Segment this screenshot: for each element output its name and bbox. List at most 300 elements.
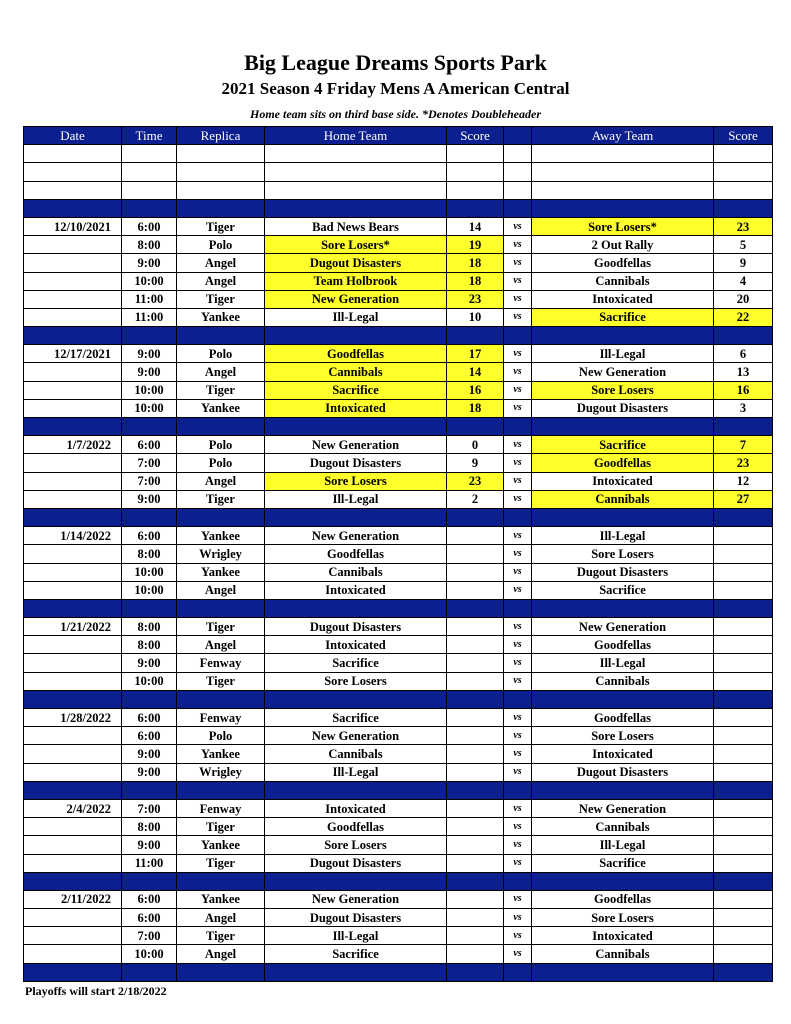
game-row [24,345,773,363]
separator-cell [504,508,532,526]
date-cell: 2/11/2022 [24,890,122,908]
separator-cell [265,781,447,799]
home-score-cell: 14 [447,363,504,381]
separator-cell [265,690,447,708]
home-team-cell: New Generation [265,290,447,308]
vs-label: vs [504,399,532,417]
home-score-cell [447,763,504,781]
time-cell: 10:00 [122,945,177,963]
date-cell [24,290,122,308]
away-score-cell [714,763,773,781]
away-score-cell [714,636,773,654]
vs-label: vs [504,654,532,672]
away-score-cell: 13 [714,363,773,381]
date-cell [24,945,122,963]
vs-label: vs [504,454,532,472]
home-team-cell: Bad News Bears [265,217,447,235]
away-score-cell [714,945,773,963]
time-cell: 10:00 [122,399,177,417]
replica-cell: Tiger [177,818,265,836]
home-score-cell: 17 [447,345,504,363]
away-team-cell: Intoxicated [532,745,714,763]
away-team-cell: Dugout Disasters [532,563,714,581]
separator-cell [714,690,773,708]
separator-cell [24,599,122,617]
away-team-cell: Goodfellas [532,454,714,472]
vs-label: vs [504,363,532,381]
replica-cell: Angel [177,254,265,272]
home-score-cell [447,527,504,545]
date-cell: 2/4/2022 [24,799,122,817]
away-score-cell: 20 [714,290,773,308]
date-cell: 12/17/2021 [24,345,122,363]
game-row [24,272,773,290]
column-header-vs [504,127,532,145]
separator-cell [177,963,265,981]
game-row [24,836,773,854]
home-score-cell: 2 [447,490,504,508]
game-row [24,927,773,945]
separator-cell [122,872,177,890]
time-cell: 10:00 [122,563,177,581]
vs-label: vs [504,254,532,272]
home-score-cell [447,927,504,945]
date-cell [24,836,122,854]
game-row [24,236,773,254]
date-cell: 1/21/2022 [24,618,122,636]
blank-cell [122,145,177,163]
home-team-cell: Sacrifice [265,381,447,399]
schedule-table [23,126,773,982]
replica-cell: Polo [177,345,265,363]
game-row [24,654,773,672]
blank-cell [504,163,532,181]
game-row [24,545,773,563]
home-score-cell: 18 [447,399,504,417]
vs-label: vs [504,272,532,290]
separator-cell [24,418,122,436]
away-team-cell: Ill-Legal [532,836,714,854]
blank-cell [447,145,504,163]
replica-cell: Polo [177,236,265,254]
blank-cell [177,181,265,199]
time-cell: 11:00 [122,308,177,326]
separator-cell [532,508,714,526]
replica-cell: Wrigley [177,545,265,563]
vs-label: vs [504,909,532,927]
away-score-cell: 4 [714,272,773,290]
date-cell [24,490,122,508]
blank-cell [265,181,447,199]
home-team-cell: New Generation [265,727,447,745]
away-score-cell [714,927,773,945]
vs-label: vs [504,672,532,690]
home-score-cell [447,672,504,690]
game-row [24,454,773,472]
separator-cell [177,199,265,217]
home-team-cell: Intoxicated [265,399,447,417]
column-header-away-team: Away Team [532,127,714,145]
home-team-cell: Sore Losers [265,672,447,690]
home-score-cell [447,654,504,672]
separator-cell [504,690,532,708]
date-cell [24,581,122,599]
blank-cell [24,145,122,163]
date-cell [24,818,122,836]
replica-cell: Angel [177,472,265,490]
separator-cell [714,963,773,981]
home-score-cell: 23 [447,290,504,308]
game-row [24,563,773,581]
week-separator [24,199,773,217]
home-score-cell: 14 [447,217,504,235]
replica-cell: Fenway [177,709,265,727]
home-team-cell: Cannibals [265,563,447,581]
time-cell: 7:00 [122,927,177,945]
home-score-cell [447,563,504,581]
replica-cell: Angel [177,636,265,654]
time-cell: 7:00 [122,454,177,472]
away-team-cell: Goodfellas [532,636,714,654]
away-score-cell: 16 [714,381,773,399]
game-row [24,254,773,272]
replica-cell: Tiger [177,854,265,872]
date-cell [24,672,122,690]
home-team-cell: Ill-Legal [265,490,447,508]
date-cell [24,745,122,763]
blank-cell [177,163,265,181]
away-score-cell [714,527,773,545]
blank-cell [122,163,177,181]
time-cell: 9:00 [122,254,177,272]
away-score-cell [714,745,773,763]
replica-cell: Tiger [177,672,265,690]
footer-note: Playoffs will start 2/18/2022 [25,984,167,998]
separator-cell [24,327,122,345]
away-score-cell: 27 [714,490,773,508]
away-team-cell: Goodfellas [532,709,714,727]
home-team-cell: Cannibals [265,745,447,763]
separator-cell [122,327,177,345]
game-row [24,527,773,545]
blank-cell [504,181,532,199]
time-cell: 9:00 [122,745,177,763]
away-team-cell: Intoxicated [532,472,714,490]
away-team-cell: Intoxicated [532,927,714,945]
home-score-cell [447,890,504,908]
replica-cell: Tiger [177,217,265,235]
vs-label: vs [504,763,532,781]
home-score-cell: 0 [447,436,504,454]
home-team-cell: Dugout Disasters [265,454,447,472]
separator-cell [177,872,265,890]
vs-label: vs [504,745,532,763]
separator-cell [447,781,504,799]
separator-cell [265,963,447,981]
vs-label: vs [504,527,532,545]
game-row [24,490,773,508]
vs-label: vs [504,472,532,490]
separator-cell [532,418,714,436]
replica-cell: Yankee [177,563,265,581]
separator-cell [177,327,265,345]
game-row [24,890,773,908]
home-score-cell [447,581,504,599]
home-score-cell: 19 [447,236,504,254]
blank-cell [24,181,122,199]
game-row [24,636,773,654]
separator-cell [122,199,177,217]
replica-cell: Wrigley [177,763,265,781]
time-cell: 6:00 [122,709,177,727]
game-row [24,581,773,599]
time-cell: 9:00 [122,836,177,854]
date-cell [24,254,122,272]
away-score-cell [714,581,773,599]
replica-cell: Yankee [177,527,265,545]
away-team-cell: Sacrifice [532,581,714,599]
away-score-cell [714,909,773,927]
date-cell: 1/28/2022 [24,709,122,727]
away-team-cell: Ill-Legal [532,345,714,363]
separator-cell [447,690,504,708]
home-team-cell: New Generation [265,890,447,908]
vs-label: vs [504,490,532,508]
game-row [24,709,773,727]
game-row [24,945,773,963]
replica-cell: Polo [177,727,265,745]
separator-cell [265,327,447,345]
away-score-cell: 23 [714,454,773,472]
replica-cell: Angel [177,581,265,599]
away-team-cell: Sacrifice [532,308,714,326]
home-score-cell: 18 [447,272,504,290]
vs-label: vs [504,799,532,817]
time-cell: 9:00 [122,763,177,781]
game-row [24,799,773,817]
home-team-cell: Goodfellas [265,545,447,563]
home-team-cell: Intoxicated [265,581,447,599]
away-score-cell [714,890,773,908]
away-team-cell: Goodfellas [532,254,714,272]
vs-label: vs [504,927,532,945]
home-score-cell [447,836,504,854]
separator-cell [714,418,773,436]
away-team-cell: Sacrifice [532,854,714,872]
table-header-row [24,127,773,145]
time-cell: 6:00 [122,217,177,235]
replica-cell: Polo [177,454,265,472]
date-cell [24,472,122,490]
separator-cell [122,781,177,799]
separator-cell [265,418,447,436]
away-team-cell: 2 Out Rally [532,236,714,254]
replica-cell: Angel [177,909,265,927]
separator-cell [122,963,177,981]
separator-cell [504,418,532,436]
away-score-cell: 23 [714,217,773,235]
blank-cell [504,145,532,163]
away-team-cell: Cannibals [532,272,714,290]
vs-label: vs [504,308,532,326]
home-score-cell: 16 [447,381,504,399]
column-header-home-score: Score [447,127,504,145]
date-cell: 1/14/2022 [24,527,122,545]
separator-cell [447,599,504,617]
replica-cell: Yankee [177,399,265,417]
separator-cell [24,690,122,708]
game-row [24,854,773,872]
vs-label: vs [504,436,532,454]
time-cell: 7:00 [122,799,177,817]
vs-label: vs [504,345,532,363]
page-subtitle: 2021 Season 4 Friday Mens A American Central [221,79,570,98]
separator-cell [447,872,504,890]
away-score-cell [714,563,773,581]
separator-cell [177,418,265,436]
home-score-cell [447,799,504,817]
separator-cell [265,199,447,217]
replica-cell: Tiger [177,381,265,399]
home-team-cell: Ill-Legal [265,763,447,781]
away-score-cell [714,727,773,745]
game-row [24,909,773,927]
vs-label: vs [504,854,532,872]
away-score-cell: 22 [714,308,773,326]
game-row [24,290,773,308]
away-team-cell: Ill-Legal [532,654,714,672]
separator-cell [447,327,504,345]
home-team-cell: Sacrifice [265,654,447,672]
home-team-cell: Dugout Disasters [265,254,447,272]
home-team-cell: Team Holbrook [265,272,447,290]
game-row [24,381,773,399]
separator-cell [532,872,714,890]
away-team-cell: Ill-Legal [532,527,714,545]
vs-label: vs [504,709,532,727]
time-cell: 6:00 [122,909,177,927]
separator-cell [265,599,447,617]
date-cell [24,399,122,417]
schedule-body [24,145,773,982]
away-team-cell: New Generation [532,799,714,817]
time-cell: 9:00 [122,490,177,508]
away-team-cell: Goodfellas [532,890,714,908]
separator-cell [177,508,265,526]
away-score-cell: 5 [714,236,773,254]
separator-cell [532,963,714,981]
blank-row [24,145,773,163]
separator-cell [532,781,714,799]
column-header-replica: Replica [177,127,265,145]
away-team-cell: Sacrifice [532,436,714,454]
time-cell: 9:00 [122,654,177,672]
away-team-cell: Sore Losers [532,727,714,745]
date-cell [24,727,122,745]
home-team-cell: Cannibals [265,363,447,381]
date-cell [24,854,122,872]
vs-label: vs [504,236,532,254]
separator-cell [532,327,714,345]
blank-cell [447,163,504,181]
column-header-home-team: Home Team [265,127,447,145]
separator-cell [504,781,532,799]
separator-cell [532,599,714,617]
date-cell [24,272,122,290]
replica-cell: Yankee [177,745,265,763]
home-score-cell [447,545,504,563]
date-cell [24,308,122,326]
time-cell: 6:00 [122,890,177,908]
separator-cell [504,872,532,890]
separator-cell [24,872,122,890]
week-separator [24,690,773,708]
vs-label: vs [504,727,532,745]
week-separator [24,781,773,799]
week-separator [24,508,773,526]
game-row [24,472,773,490]
vs-label: vs [504,636,532,654]
game-row [24,727,773,745]
time-cell: 9:00 [122,363,177,381]
replica-cell: Angel [177,363,265,381]
column-header-date: Date [24,127,122,145]
time-cell: 6:00 [122,727,177,745]
replica-cell: Yankee [177,836,265,854]
home-team-cell: Dugout Disasters [265,909,447,927]
home-score-cell [447,945,504,963]
away-score-cell [714,672,773,690]
home-team-cell: Sacrifice [265,945,447,963]
home-score-cell [447,727,504,745]
game-row [24,399,773,417]
home-score-cell [447,636,504,654]
time-cell: 6:00 [122,527,177,545]
away-team-cell: Cannibals [532,672,714,690]
separator-cell [447,963,504,981]
separator-cell [24,781,122,799]
vs-label: vs [504,381,532,399]
time-cell: 6:00 [122,436,177,454]
blank-row [24,163,773,181]
home-team-cell: Sacrifice [265,709,447,727]
blank-cell [177,145,265,163]
separator-cell [265,508,447,526]
replica-cell: Tiger [177,927,265,945]
separator-cell [24,963,122,981]
date-cell [24,763,122,781]
separator-cell [177,599,265,617]
vs-label: vs [504,890,532,908]
blank-cell [24,163,122,181]
separator-cell [122,508,177,526]
separator-cell [122,690,177,708]
blank-cell [447,181,504,199]
game-row [24,217,773,235]
blank-cell [714,163,773,181]
blank-cell [714,181,773,199]
home-team-cell: Goodfellas [265,345,447,363]
home-score-cell [447,854,504,872]
vs-label: vs [504,563,532,581]
separator-cell [504,599,532,617]
separator-cell [177,781,265,799]
time-cell: 7:00 [122,472,177,490]
away-score-cell [714,709,773,727]
date-cell [24,454,122,472]
separator-cell [532,690,714,708]
week-separator [24,872,773,890]
